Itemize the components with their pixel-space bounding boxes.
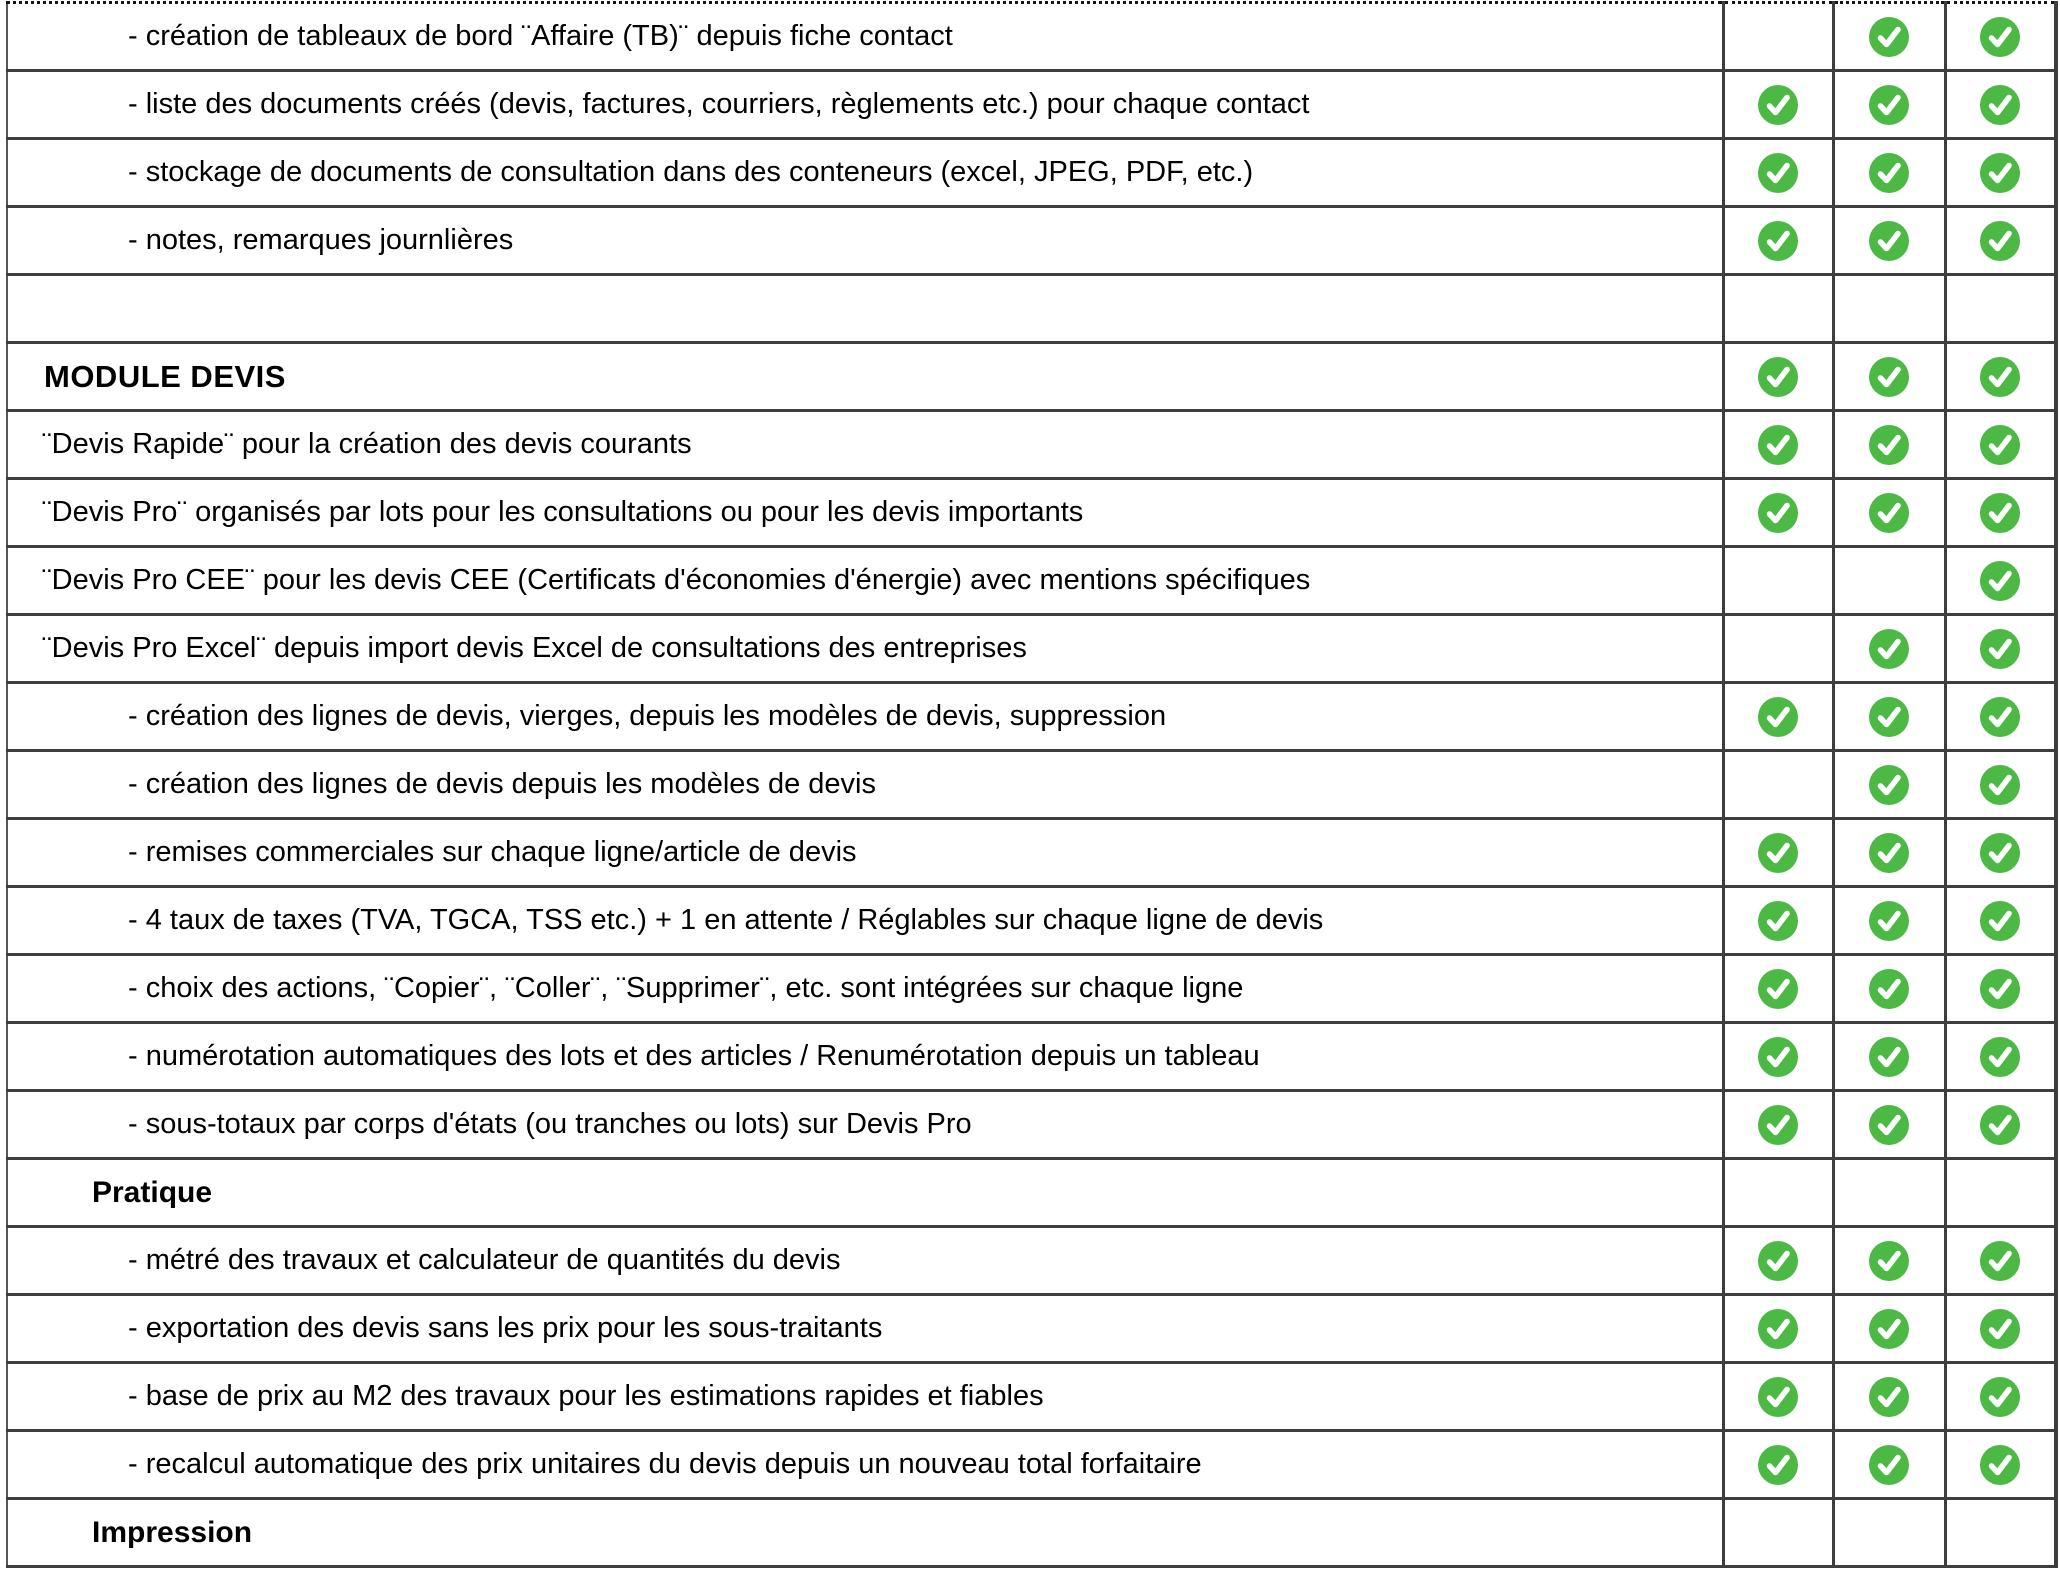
check-circle-icon	[1758, 85, 1798, 125]
check-cell-checked	[1945, 479, 2056, 547]
check-cell-checked	[1723, 1091, 1833, 1159]
check-circle-icon	[1869, 833, 1909, 873]
table-row	[7, 1363, 2056, 1431]
check-cell-checked	[1833, 1091, 1945, 1159]
check-cell-empty	[1945, 1499, 2056, 1567]
feature-label: - numérotation automatiques des lots et des articles / Renumérotation depuis un tableau	[7, 1023, 1723, 1091]
check-cell-empty	[1723, 751, 1833, 819]
check-circle-icon	[1980, 1445, 2020, 1485]
feature-label: - stockage de documents de consultation dans des conteneurs (excel, JPEG, PDF, etc.)	[7, 139, 1723, 207]
check-cell-checked	[1833, 683, 1945, 751]
check-cell-empty	[1723, 1159, 1833, 1227]
check-circle-icon	[1869, 221, 1909, 261]
check-circle-icon	[1980, 221, 2020, 261]
check-cell-empty	[1945, 1159, 2056, 1227]
check-circle-icon	[1980, 1241, 2020, 1281]
check-circle-icon	[1869, 493, 1909, 533]
table-row	[7, 1023, 2056, 1091]
feature-label: - création de tableaux de bord ¨Affaire (TB)¨ depuis fiche contact	[7, 3, 1723, 71]
table-row	[7, 1499, 2056, 1567]
check-cell-checked	[1945, 683, 2056, 751]
table-row	[7, 751, 2056, 819]
check-circle-icon	[1758, 493, 1798, 533]
check-circle-icon	[1869, 629, 1909, 669]
check-circle-icon	[1980, 1377, 2020, 1417]
check-cell-checked	[1833, 615, 1945, 683]
check-cell-checked	[1833, 1363, 1945, 1431]
table-row	[7, 547, 2056, 615]
check-circle-icon	[1758, 1105, 1798, 1145]
check-cell-checked	[1945, 139, 2056, 207]
check-circle-icon	[1980, 901, 2020, 941]
check-cell-checked	[1723, 1023, 1833, 1091]
check-cell-checked	[1723, 207, 1833, 275]
check-circle-icon	[1869, 1445, 1909, 1485]
feature-label: - création des lignes de devis depuis les modèles de devis	[7, 751, 1723, 819]
table-row	[7, 683, 2056, 751]
feature-label: - recalcul automatique des prix unitaires du devis depuis un nouveau total forfaitaire	[7, 1431, 1723, 1499]
check-cell-checked	[1945, 1295, 2056, 1363]
feature-label: - 4 taux de taxes (TVA, TGCA, TSS etc.) + 1 en attente / Réglables sur chaque ligne de devis	[7, 887, 1723, 955]
table-row	[7, 71, 2056, 139]
check-circle-icon	[1758, 833, 1798, 873]
check-cell-checked	[1833, 479, 1945, 547]
check-cell-checked	[1945, 71, 2056, 139]
check-circle-icon	[1980, 357, 2020, 397]
check-cell-empty	[1833, 547, 1945, 615]
feature-label: - création des lignes de devis, vierges, depuis les modèles de devis, suppression	[7, 683, 1723, 751]
check-cell-checked	[1833, 411, 1945, 479]
check-circle-icon	[1980, 1105, 2020, 1145]
check-cell-checked	[1833, 819, 1945, 887]
check-circle-icon	[1980, 765, 2020, 805]
check-circle-icon	[1980, 85, 2020, 125]
table-row	[7, 887, 2056, 955]
feature-label: Pratique	[7, 1159, 1723, 1227]
check-cell-checked	[1833, 1023, 1945, 1091]
check-cell-checked	[1833, 139, 1945, 207]
table-row	[7, 1091, 2056, 1159]
check-cell-checked	[1945, 411, 2056, 479]
check-circle-icon	[1869, 425, 1909, 465]
check-cell-checked	[1945, 887, 2056, 955]
check-cell-checked	[1833, 3, 1945, 71]
check-circle-icon	[1980, 1037, 2020, 1077]
check-circle-icon	[1869, 357, 1909, 397]
check-cell-checked	[1723, 71, 1833, 139]
check-cell-checked	[1945, 751, 2056, 819]
check-cell-checked	[1945, 207, 2056, 275]
table-row	[7, 1295, 2056, 1363]
feature-label	[7, 275, 1723, 343]
table-row	[7, 411, 2056, 479]
check-circle-icon	[1869, 697, 1909, 737]
check-circle-icon	[1758, 1241, 1798, 1281]
check-circle-icon	[1869, 765, 1909, 805]
table-row	[7, 275, 2056, 343]
check-cell-empty	[1945, 275, 2056, 343]
table-row	[7, 1431, 2056, 1499]
check-cell-checked	[1723, 887, 1833, 955]
check-cell-checked	[1833, 207, 1945, 275]
feature-label: Impression	[7, 1499, 1723, 1567]
table-row	[7, 955, 2056, 1023]
check-cell-checked	[1945, 1363, 2056, 1431]
table-row	[7, 343, 2056, 411]
check-cell-checked	[1945, 1431, 2056, 1499]
check-circle-icon	[1869, 153, 1909, 193]
check-cell-checked	[1945, 819, 2056, 887]
table-row	[7, 139, 2056, 207]
feature-label: ¨Devis Rapide¨ pour la création des devis courants	[7, 411, 1723, 479]
feature-comparison-section	[6, 1, 2060, 1568]
check-cell-checked	[1723, 1227, 1833, 1295]
check-cell-checked	[1723, 343, 1833, 411]
check-circle-icon	[1869, 1377, 1909, 1417]
check-cell-checked	[1833, 887, 1945, 955]
check-cell-checked	[1723, 1363, 1833, 1431]
feature-label: ¨Devis Pro CEE¨ pour les devis CEE (Certificats d'économies d'énergie) avec mentions spécifiques	[7, 547, 1723, 615]
check-circle-icon	[1869, 1037, 1909, 1077]
check-cell-empty	[1723, 547, 1833, 615]
check-circle-icon	[1869, 1241, 1909, 1281]
check-cell-checked	[1723, 139, 1833, 207]
check-circle-icon	[1869, 17, 1909, 57]
feature-comparison-table	[6, 1, 2058, 1568]
check-circle-icon	[1758, 697, 1798, 737]
check-cell-checked	[1723, 411, 1833, 479]
feature-label: - métré des travaux et calculateur de quantités du devis	[7, 1227, 1723, 1295]
check-cell-empty	[1723, 275, 1833, 343]
check-cell-checked	[1833, 955, 1945, 1023]
check-cell-checked	[1945, 1227, 2056, 1295]
table-row	[7, 207, 2056, 275]
check-cell-checked	[1833, 751, 1945, 819]
feature-label: - liste des documents créés (devis, factures, courriers, règlements etc.) pour chaque contact	[7, 71, 1723, 139]
check-circle-icon	[1980, 425, 2020, 465]
table-row	[7, 1227, 2056, 1295]
check-cell-checked	[1833, 1295, 1945, 1363]
feature-label: - notes, remarques journlières	[7, 207, 1723, 275]
feature-label: - sous-totaux par corps d'états (ou tranches ou lots) sur Devis Pro	[7, 1091, 1723, 1159]
check-cell-checked	[1945, 547, 2056, 615]
check-circle-icon	[1869, 1105, 1909, 1145]
check-cell-checked	[1723, 1431, 1833, 1499]
check-circle-icon	[1980, 1309, 2020, 1349]
feature-label: - remises commerciales sur chaque ligne/article de devis	[7, 819, 1723, 887]
check-circle-icon	[1980, 969, 2020, 1009]
check-circle-icon	[1758, 1037, 1798, 1077]
check-cell-checked	[1833, 71, 1945, 139]
feature-label: ¨Devis Pro Excel¨ depuis import devis Excel de consultations des entreprises	[7, 615, 1723, 683]
check-circle-icon	[1758, 221, 1798, 261]
check-circle-icon	[1758, 1309, 1798, 1349]
comparison-table-body	[7, 3, 2056, 1567]
check-circle-icon	[1980, 629, 2020, 669]
feature-label: - choix des actions, ¨Copier¨, ¨Coller¨, ¨Supprimer¨, etc. sont intégrées sur chaque ligne	[7, 955, 1723, 1023]
feature-label: MODULE DEVIS	[7, 343, 1723, 411]
table-row	[7, 3, 2056, 71]
check-circle-icon	[1869, 85, 1909, 125]
check-circle-icon	[1980, 697, 2020, 737]
check-circle-icon	[1758, 1445, 1798, 1485]
check-cell-checked	[1945, 1091, 2056, 1159]
check-circle-icon	[1758, 357, 1798, 397]
check-circle-icon	[1758, 969, 1798, 1009]
check-cell-checked	[1833, 343, 1945, 411]
check-cell-empty	[1723, 615, 1833, 683]
check-cell-empty	[1723, 3, 1833, 71]
feature-label: - base de prix au M2 des travaux pour les estimations rapides et fiables	[7, 1363, 1723, 1431]
check-circle-icon	[1980, 17, 2020, 57]
check-circle-icon	[1758, 153, 1798, 193]
check-cell-checked	[1723, 683, 1833, 751]
table-row	[7, 819, 2056, 887]
check-circle-icon	[1980, 153, 2020, 193]
table-row	[7, 1159, 2056, 1227]
check-cell-empty	[1833, 1159, 1945, 1227]
check-cell-checked	[1723, 479, 1833, 547]
check-cell-checked	[1723, 819, 1833, 887]
check-cell-checked	[1723, 1295, 1833, 1363]
check-circle-icon	[1980, 561, 2020, 601]
check-circle-icon	[1980, 493, 2020, 533]
table-row	[7, 615, 2056, 683]
check-cell-checked	[1723, 955, 1833, 1023]
check-cell-checked	[1833, 1431, 1945, 1499]
check-circle-icon	[1758, 425, 1798, 465]
feature-label: - exportation des devis sans les prix pour les sous-traitants	[7, 1295, 1723, 1363]
check-circle-icon	[1869, 969, 1909, 1009]
check-circle-icon	[1980, 833, 2020, 873]
check-cell-checked	[1945, 955, 2056, 1023]
check-cell-empty	[1833, 275, 1945, 343]
check-circle-icon	[1869, 901, 1909, 941]
check-cell-checked	[1945, 343, 2056, 411]
check-circle-icon	[1869, 1309, 1909, 1349]
check-cell-checked	[1945, 615, 2056, 683]
check-circle-icon	[1758, 1377, 1798, 1417]
check-cell-checked	[1833, 1227, 1945, 1295]
feature-label: ¨Devis Pro¨ organisés par lots pour les consultations ou pour les devis importants	[7, 479, 1723, 547]
check-cell-checked	[1945, 1023, 2056, 1091]
table-row	[7, 479, 2056, 547]
check-cell-empty	[1833, 1499, 1945, 1567]
check-cell-checked	[1945, 3, 2056, 71]
check-circle-icon	[1758, 901, 1798, 941]
check-cell-empty	[1723, 1499, 1833, 1567]
